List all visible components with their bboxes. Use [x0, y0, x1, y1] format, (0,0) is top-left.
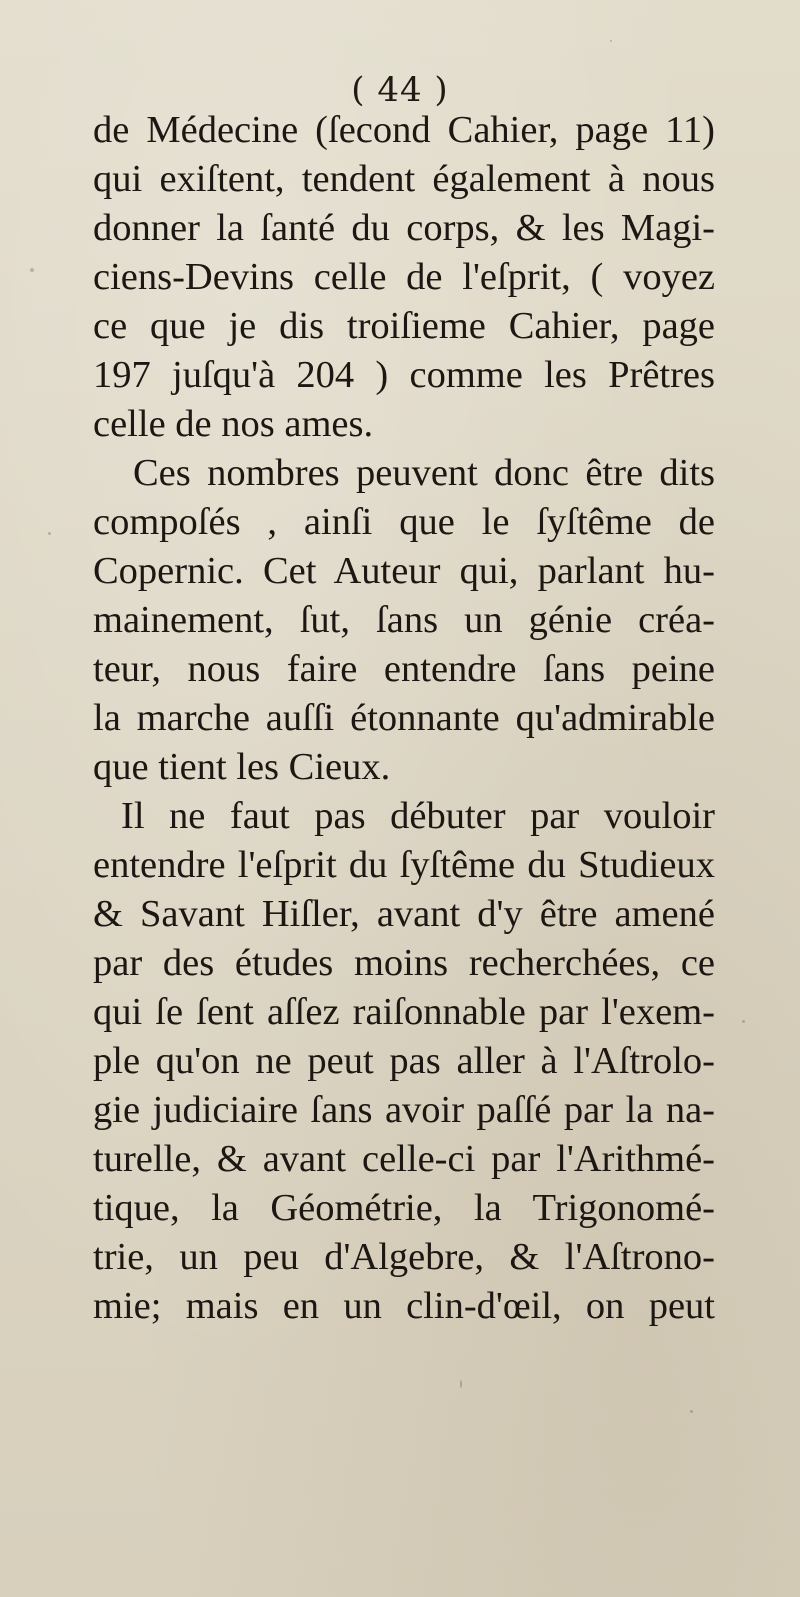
text-line-18: par des études moins recherchées, ce	[93, 942, 715, 984]
text-line-9: compoſés , ainſi que le ſyſtême de	[93, 501, 715, 543]
text-line-12: teur, nous faire entendre ſans peine	[93, 648, 715, 690]
text-line-5: ce que je dis troiſieme Cahier, page	[93, 305, 715, 347]
text-line-4: ciens-Devins celle de l'eſprit, ( voyez	[93, 256, 715, 298]
text-line-21: gie judiciaire ſans avoir paſſé par la na-	[93, 1089, 715, 1131]
text-line-22: turelle, & avant celle-ci par l'Arithmé-	[93, 1138, 715, 1180]
text-line-20: ple qu'on ne peut pas aller à l'Aſtrolo-	[93, 1040, 715, 1082]
text-line-10: Copernic. Cet Auteur qui, parlant hu-	[93, 550, 715, 592]
text-line-3: donner la ſanté du corps, & les Magi-	[93, 207, 715, 249]
text-line-8: Ces nombres peuvent donc être dits	[133, 452, 715, 494]
text-line-7: celle de nos ames.	[93, 403, 374, 445]
text-line-23: tique, la Géométrie, la Trigonomé-	[93, 1187, 715, 1229]
text-line-6: 197 juſqu'à 204 ) comme les Prêtres	[93, 354, 715, 396]
page-number: ( 44 )	[351, 70, 449, 110]
body-text	[93, 106, 715, 1331]
text-line-13: la marche auſſi étonnante qu'admirable	[93, 697, 715, 739]
text-line-15: Il ne faut pas débuter par vouloir	[121, 795, 715, 837]
text-line-25: mie; mais en un clin-d'œil, on peut	[93, 1285, 715, 1327]
text-line-16: entendre l'eſprit du ſyſtême du Studieux	[93, 844, 715, 886]
text-line-2: qui exiſtent, tendent également à nous	[93, 158, 715, 200]
text-line-14: que tient les Cieux.	[93, 746, 391, 788]
text-line-19: qui ſe ſent aſſez raiſonnable par l'exem-	[93, 991, 715, 1033]
text-line-11: mainement, ſut, ſans un génie créa-	[93, 599, 715, 641]
text-line-24: trie, un peu d'Algebre, & l'Aſtrono-	[93, 1236, 715, 1278]
text-line-1: de Médecine (ſecond Cahier, page 11)	[93, 109, 715, 151]
text-line-17: & Savant Hiſler, avant d'y être amené	[93, 893, 715, 935]
